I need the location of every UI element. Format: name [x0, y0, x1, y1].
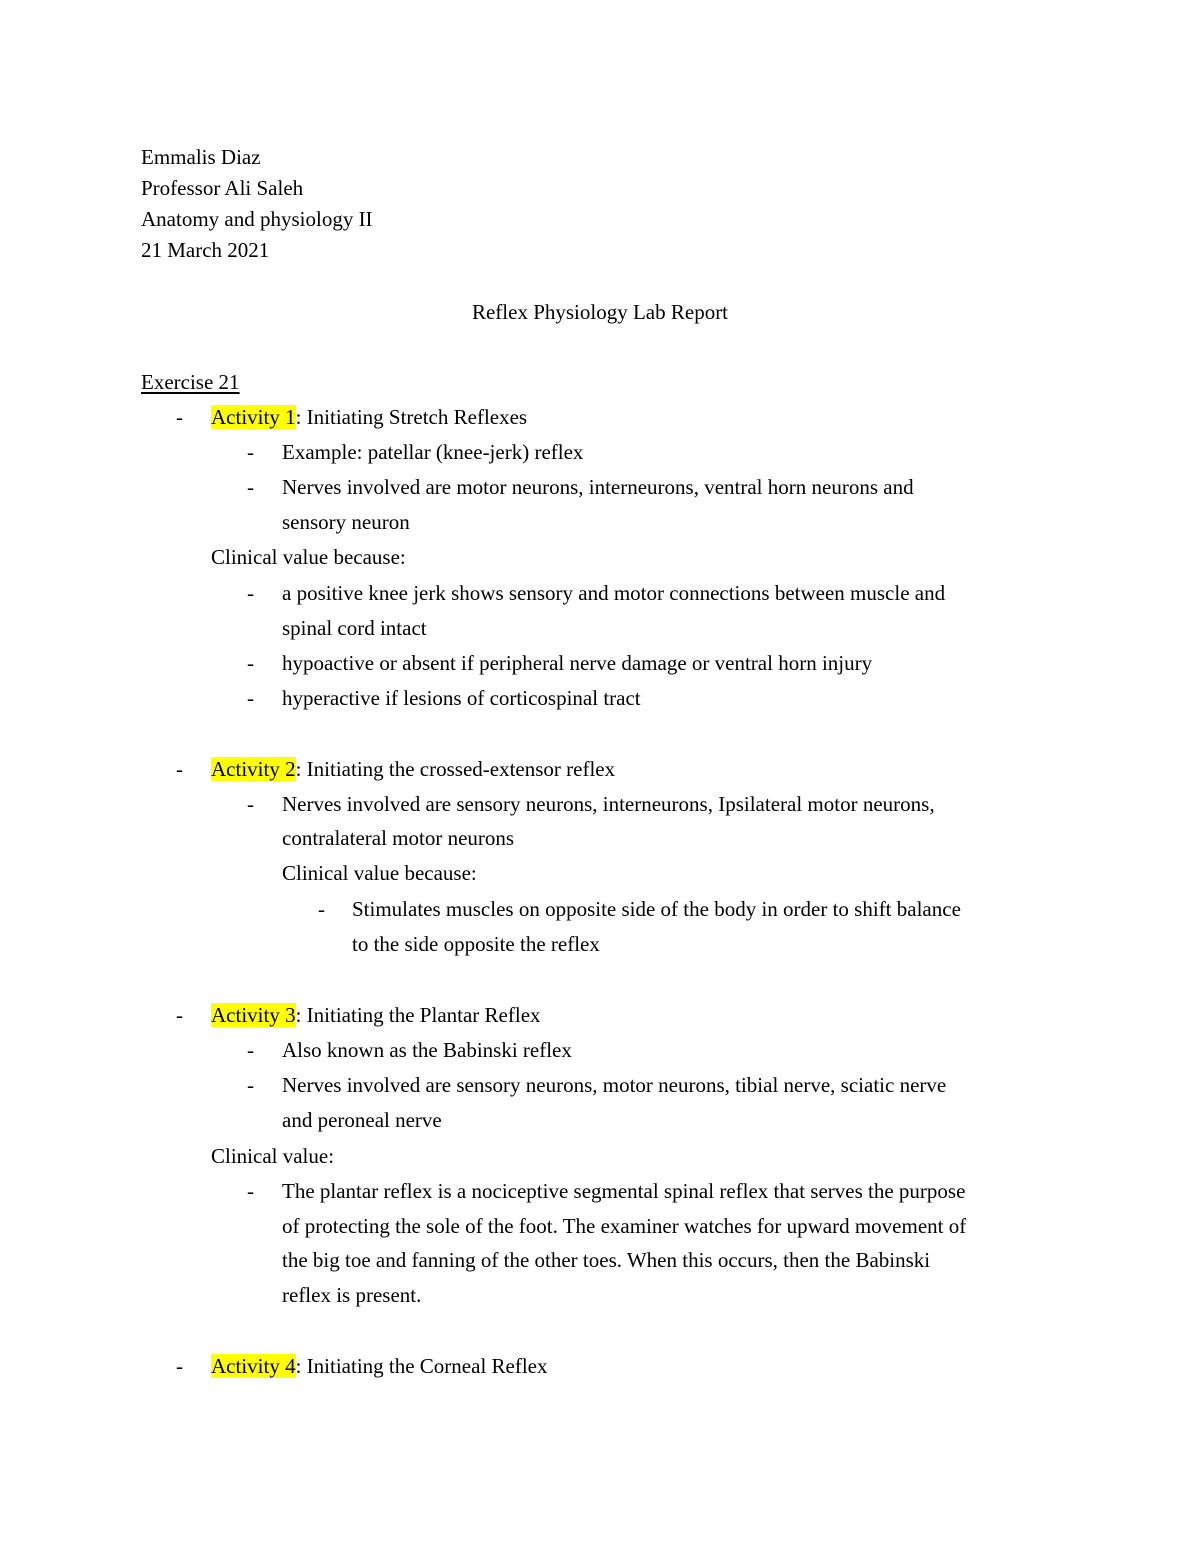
course-name: Anatomy and physiology II [141, 207, 373, 231]
list-item-continuation: to the side opposite the reflex [352, 932, 600, 956]
exercise-heading: Exercise 21 [141, 370, 240, 394]
activity-4-label: Activity 4 [211, 1354, 296, 1378]
bullet-dash: - [176, 405, 183, 429]
list-item: a positive knee jerk shows sensory and motor connections between muscle and [282, 581, 946, 605]
bullet-dash: - [247, 1038, 254, 1062]
activity-4-heading [211, 1353, 548, 1379]
activity-2-heading [211, 756, 615, 782]
bullet-dash: - [247, 475, 254, 499]
list-item: Stimulates muscles on opposite side of the body in order to shift balance [352, 897, 961, 921]
list-item-continuation: contralateral motor neurons [282, 826, 515, 850]
bullet-dash: - [176, 757, 183, 781]
activity-4-title: : Initiating the Corneal Reflex [295, 1354, 548, 1378]
bullet-dash: - [247, 792, 254, 816]
clinical-value-label: Clinical value because: [282, 861, 477, 885]
list-item: Nerves involved are sensory neurons, interneurons, Ipsilateral motor neurons, [282, 792, 935, 816]
report-date: 21 March 2021 [141, 238, 270, 262]
list-item: hyperactive if lesions of corticospinal tract [282, 686, 641, 710]
clinical-value-label: Clinical value because: [211, 545, 406, 569]
list-item-continuation: of protecting the sole of the foot. The examiner watches for upward movement of [282, 1214, 967, 1238]
report-title: Reflex Physiology Lab Report [471, 300, 729, 324]
list-item: Example: patellar (knee-jerk) reflex [282, 440, 584, 464]
bullet-dash: - [247, 686, 254, 710]
bullet-dash: - [247, 1073, 254, 1097]
activity-3-heading [211, 1002, 541, 1028]
bullet-dash: - [247, 440, 254, 464]
bullet-dash: - [176, 1003, 183, 1027]
list-item: Nerves involved are sensory neurons, motor neurons, tibial nerve, sciatic nerve [282, 1073, 947, 1097]
list-item-continuation: spinal cord intact [282, 616, 427, 640]
list-item: Nerves involved are motor neurons, interneurons, ventral horn neurons and [282, 475, 914, 499]
activity-1-title: : Initiating Stretch Reflexes [295, 405, 528, 429]
list-item-continuation: and peroneal nerve [282, 1108, 442, 1132]
list-item-continuation: reflex is present. [282, 1283, 422, 1307]
list-item-continuation: the big toe and fanning of the other toes. When this occurs, then the Babinski [282, 1248, 931, 1272]
clinical-value-label: Clinical value: [211, 1144, 335, 1168]
list-item-continuation: sensory neuron [282, 510, 410, 534]
list-item: The plantar reflex is a nociceptive segmental spinal reflex that serves the purpose [282, 1179, 966, 1203]
bullet-dash: - [318, 897, 325, 921]
list-item: hypoactive or absent if peripheral nerve damage or ventral horn injury [282, 651, 873, 675]
bullet-dash: - [247, 1179, 254, 1203]
activity-3-title: : Initiating the Plantar Reflex [295, 1003, 541, 1027]
student-name: Emmalis Diaz [141, 145, 261, 169]
activity-1-label: Activity 1 [211, 405, 296, 429]
activity-2-title: : Initiating the crossed-extensor reflex [295, 757, 616, 781]
list-item: Also known as the Babinski reflex [282, 1038, 572, 1062]
bullet-dash: - [247, 651, 254, 675]
activity-3-label: Activity 3 [211, 1003, 296, 1027]
activity-1-heading [211, 404, 527, 430]
professor-name: Professor Ali Saleh [141, 176, 304, 200]
bullet-dash: - [247, 581, 254, 605]
activity-2-label: Activity 2 [211, 757, 296, 781]
bullet-dash: - [176, 1354, 183, 1378]
